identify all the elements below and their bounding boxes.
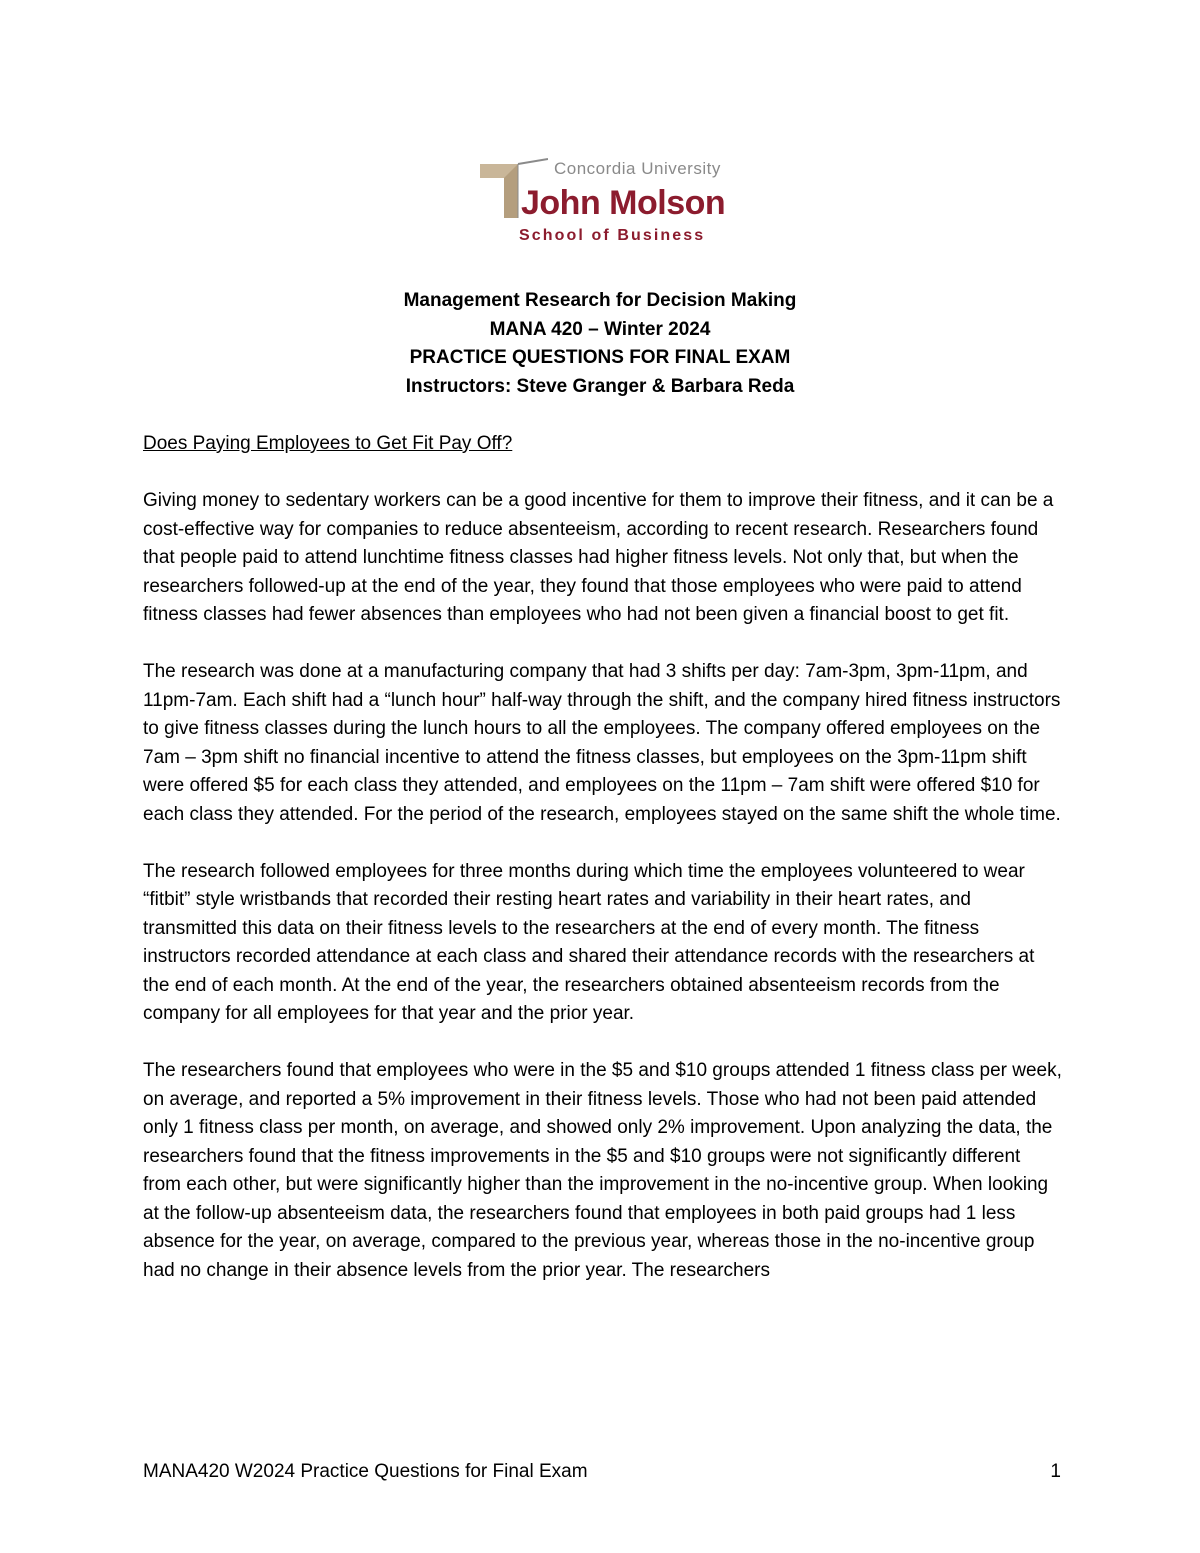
case-paragraph: The researchers found that employees who were in the $5 and $10 groups attended 1 fitness class per week, on average, and reported a 5% improvement in their fitness levels. Those who had not been paid attended only 1 fitness class per month, on average, and showed only 2% improvement. Upon analyzing the data, the researchers found that the fitness improvements in the $5 and $10 groups were not significantly different from each other, but were significantly higher than the improvement in the no-incentive group. When looking at the follow-up absenteeism data, the researchers found that employees in both paid groups had 1 less absence for the year, on average, compared to the previous year, whereas those in the no-incentive group had no change in their absence levels from the prior year. The researchers	[143, 1060, 1062, 1281]
course-title: Management Research for Decision Making	[403, 290, 797, 311]
document-title: PRACTICE QUESTIONS FOR FINAL EXAM	[409, 347, 791, 368]
school-logo	[478, 156, 740, 248]
page-number: 1	[1050, 1461, 1061, 1482]
logo-university-name: Concordia University	[554, 159, 721, 178]
case-title: Does Paying Employees to Get Fit Pay Off?	[143, 433, 513, 454]
footer-text: MANA420 W2024 Practice Questions for Final Exam	[143, 1461, 588, 1482]
logo-school-name: John Molson	[521, 184, 726, 222]
document-header	[0, 287, 1200, 401]
logo-school-subtitle: School of Business	[519, 227, 706, 244]
case-content	[143, 430, 1063, 1314]
course-code: MANA 420 – Winter 2024	[489, 318, 711, 340]
case-paragraph: Giving money to sedentary workers can be a good incentive for them to improve their fitness, and it can be a cost-effective way for companies to reduce absenteeism, according to recent research. Researchers found that people paid to attend lunchtime fitness classes had higher fitness levels. Not only that, but when the researchers followed-up at the end of the year, they found that those employees who were paid to attend fitness classes had fewer absences than employees who had not been given a financial boost to get fit.	[143, 490, 1054, 625]
case-paragraph: The research followed employees for three months during which time the employees volunteered to wear “fitbit” style wristbands that recorded their resting heart rates and variability in their heart rates, and transmitted this data on their fitness levels to the researchers at the end of every month. The fitness instructors recorded attendance at each class and shared their attendance records with the researchers at the end of each month. At the end of the year, the researchers obtained absenteeism records from the company for all employees for that year and the prior year.	[143, 860, 1035, 1024]
instructors: Instructors: Steve Granger & Barbara Reda	[405, 375, 795, 397]
case-paragraph: The research was done at a manufacturing company that had 3 shifts per day: 7am-3pm, 3pm-11pm, and 11pm-7am. Each shift had a “lunch hour” half-way through the shift, and the company hired fitness instructors to give fitness classes during the lunch hours to all the employees. The company offered employees on the 7am – 3pm shift no financial incentive to attend the fitness classes, but employees on the 3pm-11pm shift were offered $5 for each class they attended, and employees on the 11pm – 7am shift were offered $10 for each class they attended. For the period of the research, employees stayed on the same shift the whole time.	[143, 661, 1061, 825]
